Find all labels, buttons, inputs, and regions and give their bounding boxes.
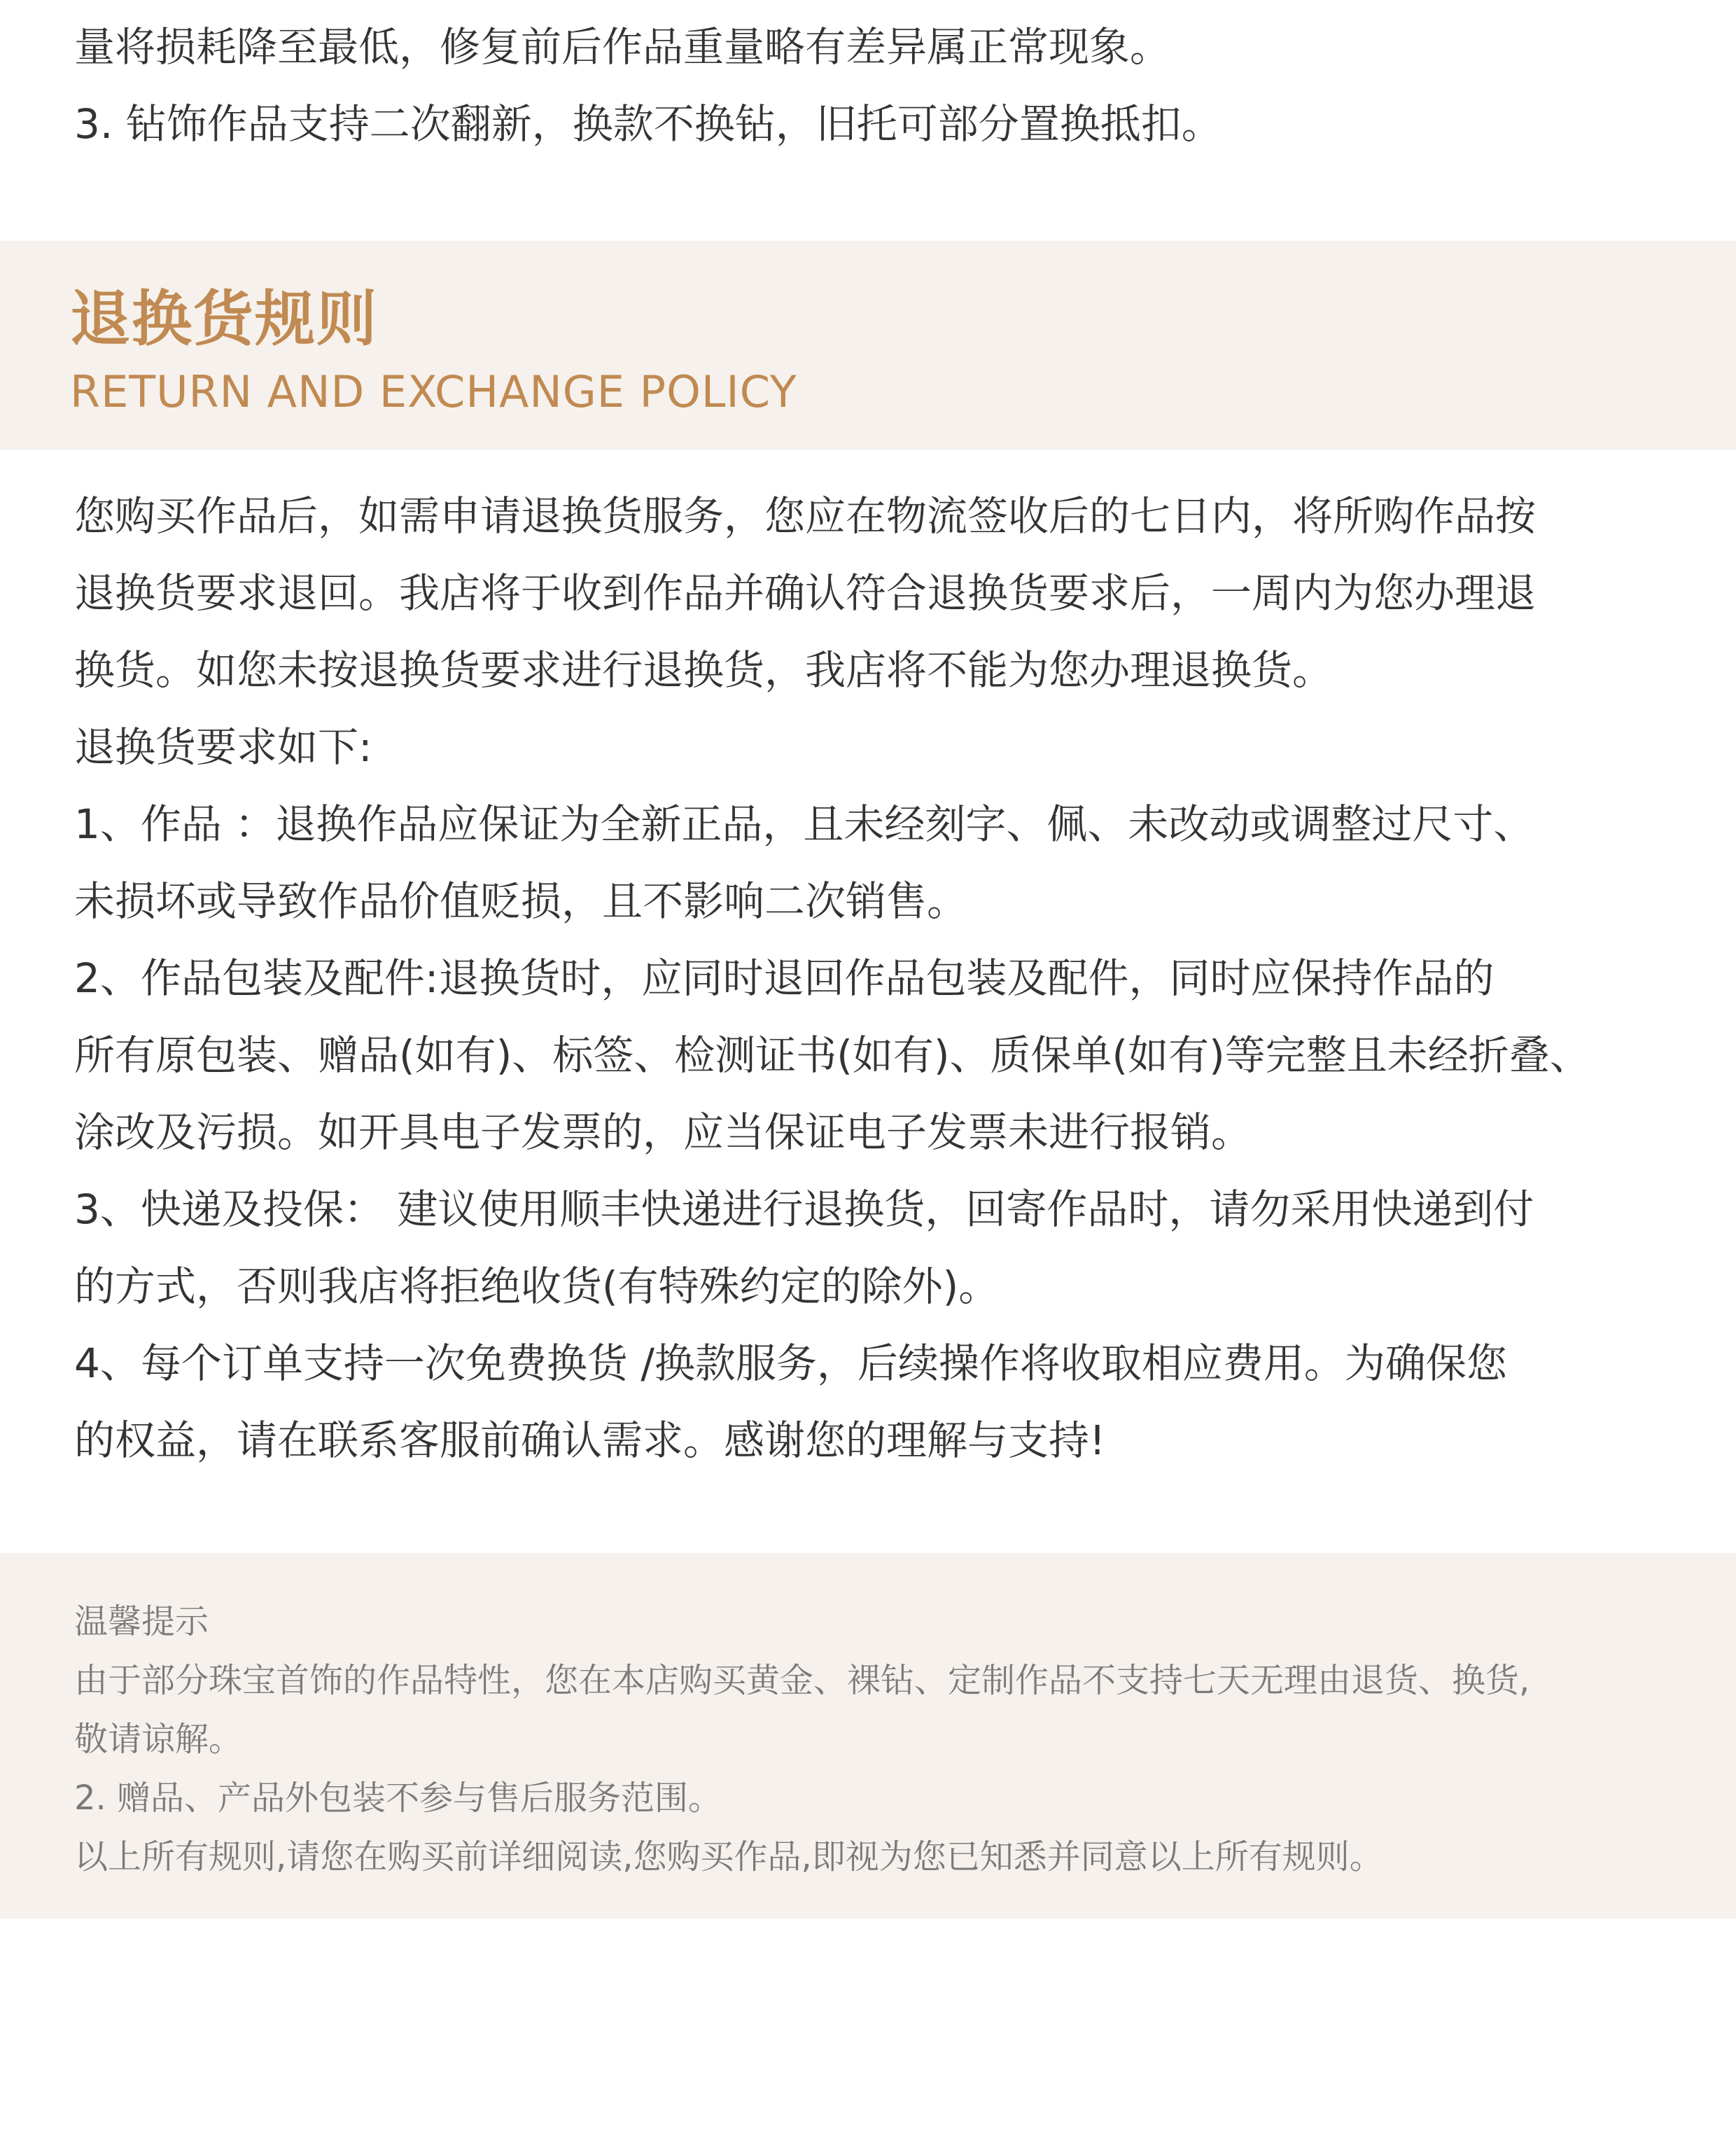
notice-box xyxy=(0,1553,1736,1919)
policy-line: 换货。如您未按退换货要求进行退换货，我店将不能为您办理退换货。 xyxy=(74,646,1334,694)
policy-line: 4、每个订单支持一次免费换货 /换款服务，后续操作将收取相应费用。为确保您 xyxy=(74,1339,1507,1387)
notice-line: 以上所有规则,请您在购买前详细阅读,您购买作品,即视为您已知悉并同意以上所有规则。 xyxy=(74,1837,1383,1877)
notice-heading: 温馨提示 xyxy=(74,1602,209,1641)
policy-line: 的权益，请在联系客服前确认需求。感谢您的理解与支持! xyxy=(74,1416,1106,1464)
section-title: 退换货规则 xyxy=(70,284,378,354)
policy-line: 1、作品 ：退换作品应保证为全新正品，且未经刻字、佩、未改动或调整过尺寸、 xyxy=(74,800,1534,848)
policy-line: 所有原包装、赠品(如有)、标签、检测证书(如有)、质保单(如有)等完整且未经折叠、 xyxy=(74,1031,1590,1079)
section-header-banner xyxy=(0,241,1736,450)
policy-line: 3、快递及投保： 建议使用顺丰快递进行退换货，回寄作品时，请勿采用快递到付 xyxy=(74,1185,1534,1233)
rule-text-line: 3. 钻饰作品支持二次翻新，换款不换钻，旧托可部分置换抵扣。 xyxy=(74,100,1222,148)
policy-line: 的方式，否则我店将拒绝收货(有特殊约定的除外)。 xyxy=(74,1262,1000,1310)
policy-line: 退换货要求退回。我店将于收到作品并确认符合退换货要求后，一周内为您办理退 xyxy=(74,569,1536,617)
policy-line: 您购买作品后，如需申请退换货服务，您应在物流签收后的七日内，将所购作品按 xyxy=(74,492,1536,540)
notice-line: 2. 赠品、产品外包装不参与售后服务范围。 xyxy=(74,1778,722,1818)
policy-line: 未损坏或导致作品价值贬损，且不影响二次销售。 xyxy=(74,877,968,925)
policy-line: 涂改及污损。如开具电子发票的，应当保证电子发票未进行报销。 xyxy=(74,1108,1252,1156)
rule-text-line: 量将损耗降至最低，修复前后作品重量略有差异属正常现象。 xyxy=(74,23,1171,71)
return-policy-body xyxy=(0,478,1736,1479)
notice-line: 由于部分珠宝首饰的作品特性，您在本店购买黄金、裸钻、定制作品不支持七天无理由退货、换货, xyxy=(74,1661,1530,1700)
policy-line: 退换货要求如下: xyxy=(74,723,372,771)
previous-rules-tail xyxy=(0,8,1736,162)
section-subtitle: RETURN AND EXCHANGE POLICY xyxy=(70,366,797,417)
notice-line: 敬请谅解。 xyxy=(74,1720,243,1759)
policy-line: 2、作品包装及配件:退换货时，应同时退回作品包装及配件，同时应保持作品的 xyxy=(74,954,1494,1002)
